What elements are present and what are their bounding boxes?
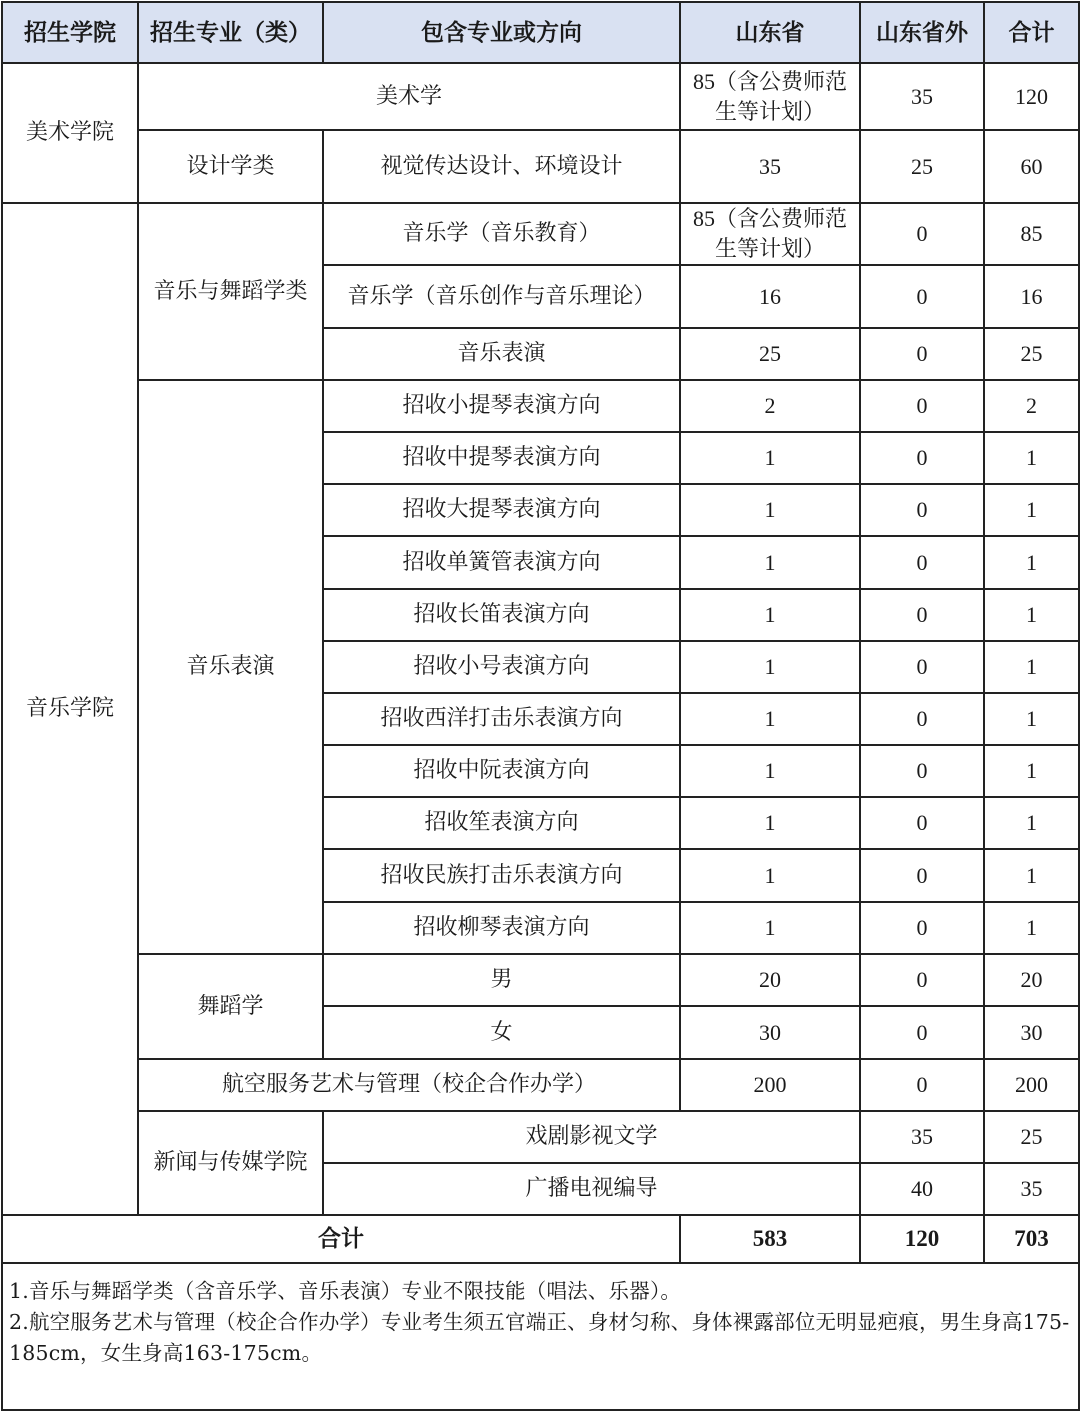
out-province-cell: 0 [860, 641, 984, 693]
header-major: 招生专业（类） [138, 2, 323, 63]
in-province-cell: 2 [680, 380, 860, 432]
table-row [2, 130, 1079, 203]
summary-row [2, 1215, 1079, 1263]
college-cell: 音乐学院 [2, 203, 138, 1215]
college-cell: 美术学院 [2, 63, 138, 203]
direction-cell: 视觉传达设计、环境设计 [323, 130, 680, 203]
direction-cell: 女 [323, 1006, 680, 1059]
in-province-cell: 35 [680, 130, 860, 203]
major-cell: 舞蹈学 [138, 954, 323, 1059]
out-province-cell: 0 [860, 265, 984, 328]
out-province-cell: 0 [860, 902, 984, 954]
out-province-cell: 0 [860, 380, 984, 432]
notes-cell [2, 1263, 1079, 1410]
direction-cell: 招收中提琴表演方向 [323, 432, 680, 484]
direction-cell: 招收小提琴表演方向 [323, 380, 680, 432]
enrollment-plan-table [1, 1, 1080, 1411]
total-cell: 1 [984, 484, 1079, 536]
direction-cell: 男 [323, 954, 680, 1006]
in-province-cell: 30 [680, 1006, 860, 1059]
in-province-cell: 1 [680, 484, 860, 536]
out-province-cell: 0 [860, 484, 984, 536]
in-province-cell: 1 [680, 797, 860, 849]
in-province-cell: 1 [680, 589, 860, 641]
out-province-cell: 0 [860, 954, 984, 1006]
total-cell: 1 [984, 641, 1079, 693]
out-province-cell: 0 [860, 536, 984, 589]
in-province-cell: 1 [680, 745, 860, 797]
note-item: 1.音乐与舞蹈学类（含音乐学、音乐表演）专业不限技能（唱法、乐器）。 [9, 1279, 682, 1303]
out-province-cell: 0 [860, 797, 984, 849]
total-cell: 30 [984, 1006, 1079, 1059]
in-province-cell: 1 [680, 902, 860, 954]
major-cell: 美术学 [138, 63, 680, 130]
out-province-cell: 0 [860, 1059, 984, 1111]
total-cell: 85 [984, 203, 1079, 265]
total-cell: 1 [984, 432, 1079, 484]
total-cell: 1 [984, 693, 1079, 745]
total-cell: 1 [984, 745, 1079, 797]
college-cell: 新闻与传媒学院 [138, 1111, 323, 1215]
summary-in-province: 583 [680, 1215, 860, 1263]
header-row [2, 2, 1079, 63]
summary-label: 合计 [2, 1215, 680, 1263]
summary-total: 703 [984, 1215, 1079, 1263]
table-row [2, 954, 1079, 1006]
out-province-cell: 0 [860, 1006, 984, 1059]
direction-cell: 招收中阮表演方向 [323, 745, 680, 797]
direction-cell: 招收民族打击乐表演方向 [323, 849, 680, 902]
direction-cell: 招收长笛表演方向 [323, 589, 680, 641]
table-row [2, 63, 1079, 130]
out-province-cell: 0 [860, 203, 984, 265]
out-province-cell: 0 [860, 693, 984, 745]
direction-cell: 招收单簧管表演方向 [323, 536, 680, 589]
out-province-cell: 0 [860, 745, 984, 797]
total-cell: 1 [984, 797, 1079, 849]
table-row [2, 1059, 1079, 1111]
total-cell: 1 [984, 849, 1079, 902]
direction-cell: 招收柳琴表演方向 [323, 902, 680, 954]
major-cell: 航空服务艺术与管理（校企合作办学） [138, 1059, 680, 1111]
in-province-cell: 25 [680, 328, 860, 380]
total-cell: 1 [984, 902, 1079, 954]
out-province-cell: 0 [860, 328, 984, 380]
major-cell: 戏剧影视文学 [323, 1111, 860, 1163]
total-cell: 1 [984, 589, 1079, 641]
in-province-cell: 1 [680, 432, 860, 484]
in-province-cell: 1 [680, 693, 860, 745]
major-cell: 音乐与舞蹈学类 [138, 203, 323, 380]
in-province-cell: 16 [680, 265, 860, 328]
in-province-cell: 85（含公费师范生等计划） [680, 203, 860, 265]
notes-row [2, 1263, 1079, 1410]
in-province-cell: 200 [680, 1059, 860, 1111]
total-cell: 60 [984, 130, 1079, 203]
table-row [2, 203, 1079, 265]
direction-cell: 招收西洋打击乐表演方向 [323, 693, 680, 745]
out-province-cell: 25 [984, 1111, 1079, 1163]
summary-out-province: 120 [860, 1215, 984, 1263]
header-total: 合计 [984, 2, 1079, 63]
header-college: 招生学院 [2, 2, 138, 63]
direction-cell: 招收笙表演方向 [323, 797, 680, 849]
in-province-cell: 1 [680, 536, 860, 589]
in-province-cell: 35 [860, 1111, 984, 1163]
out-province-cell: 0 [860, 849, 984, 902]
total-cell: 16 [984, 265, 1079, 328]
direction-cell: 音乐学（音乐创作与音乐理论） [323, 265, 680, 328]
table-row [2, 380, 1079, 432]
out-province-cell: 0 [860, 589, 984, 641]
total-cell: 200 [984, 1059, 1079, 1111]
major-cell: 设计学类 [138, 130, 323, 203]
header-direction: 包含专业或方向 [323, 2, 680, 63]
in-province-cell: 85（含公费师范生等计划） [680, 63, 860, 130]
header-out-province: 山东省外 [860, 2, 984, 63]
out-province-cell: 35 [984, 1163, 1079, 1215]
in-province-cell: 1 [680, 641, 860, 693]
direction-cell: 音乐学（音乐教育） [323, 203, 680, 265]
total-cell: 120 [984, 63, 1079, 130]
direction-cell: 招收大提琴表演方向 [323, 484, 680, 536]
in-province-cell: 40 [860, 1163, 984, 1215]
note-item: 2.航空服务艺术与管理（校企合作办学）专业考生须五官端正、身材匀称、身体裸露部位无明显疤痕，男生身高175-185cm，女生身高163-175cm。 [9, 1310, 1070, 1365]
major-cell: 音乐表演 [138, 380, 323, 954]
direction-cell: 音乐表演 [323, 328, 680, 380]
out-province-cell: 0 [860, 432, 984, 484]
total-cell: 25 [984, 328, 1079, 380]
direction-cell: 招收小号表演方向 [323, 641, 680, 693]
total-cell: 20 [984, 954, 1079, 1006]
major-cell: 广播电视编导 [323, 1163, 860, 1215]
out-province-cell: 25 [860, 130, 984, 203]
in-province-cell: 1 [680, 849, 860, 902]
total-cell: 2 [984, 380, 1079, 432]
total-cell: 1 [984, 536, 1079, 589]
out-province-cell: 35 [860, 63, 984, 130]
table-row [2, 1111, 1079, 1163]
header-in-province: 山东省 [680, 2, 860, 63]
in-province-cell: 20 [680, 954, 860, 1006]
